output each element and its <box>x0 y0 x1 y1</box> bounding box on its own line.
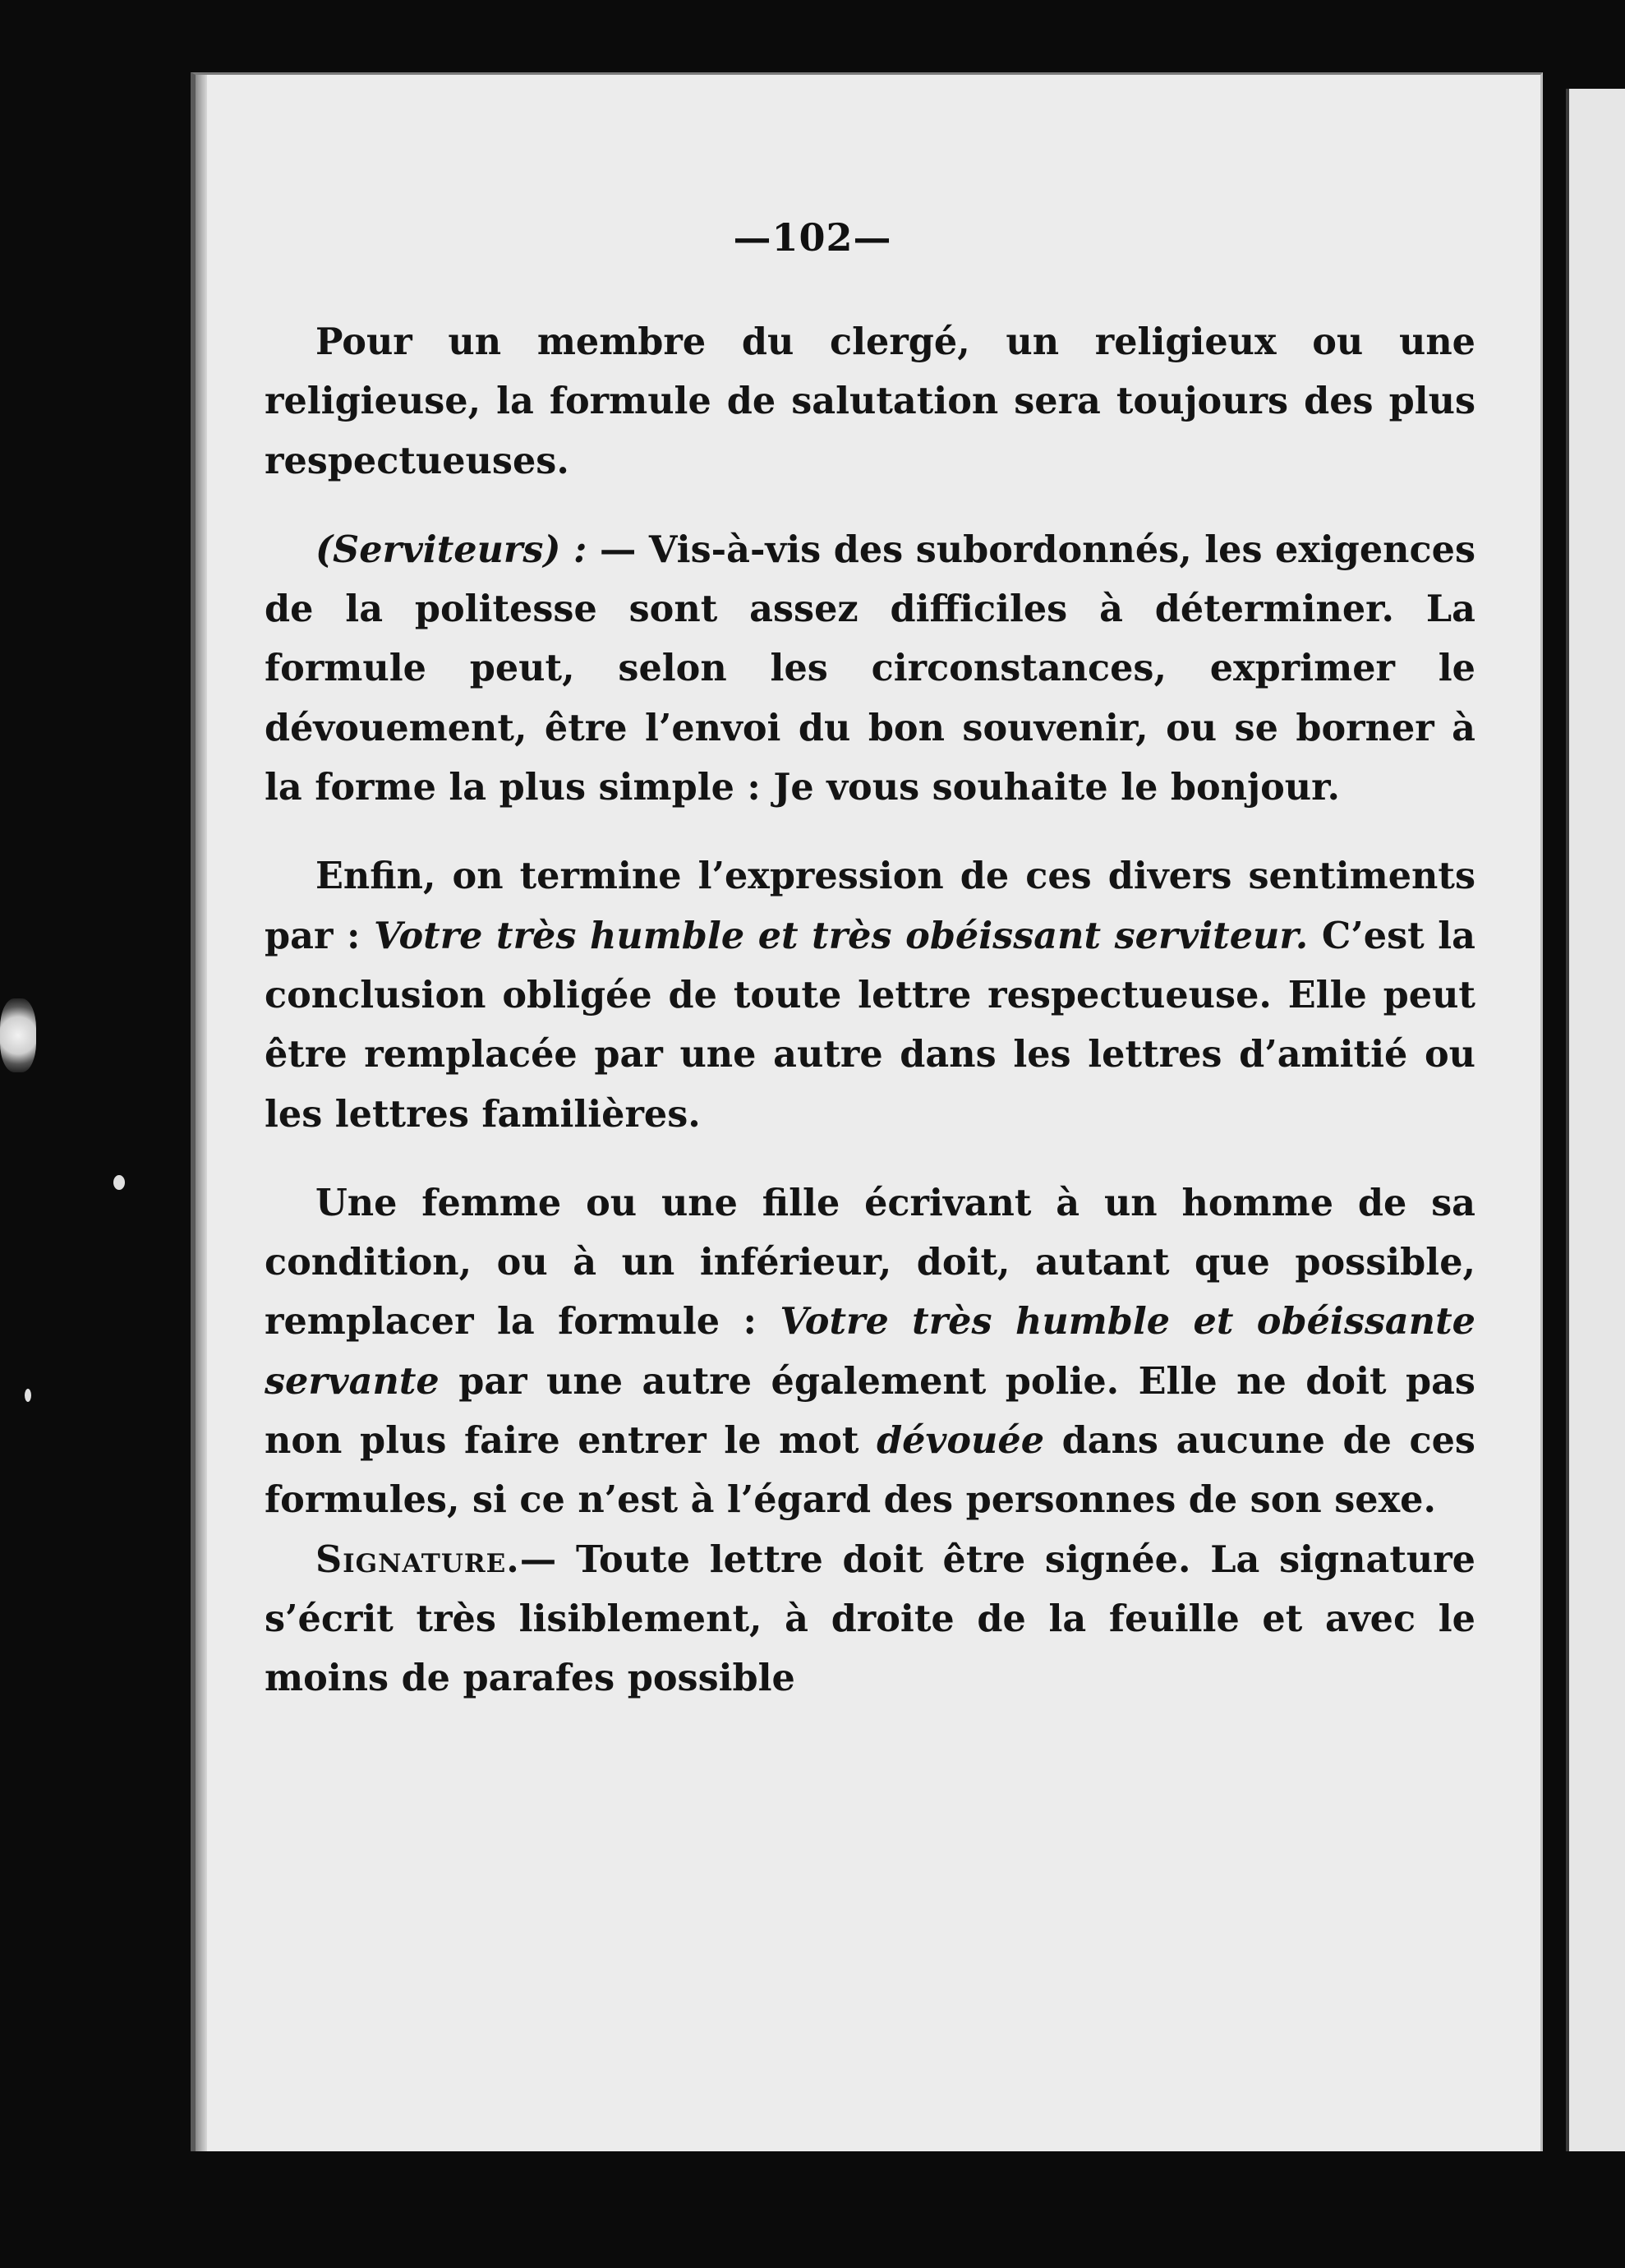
binding-mark <box>0 998 36 1072</box>
paragraph-clergy: Pour un membre du clergé, un religieux ou une religieuse, la formule de salutation sera toujours des plus respectueuses. <box>265 320 1475 482</box>
paragraph-conclusion <box>265 846 1475 1143</box>
women-before: Une femme ou une fille écrivant à un homme de sa condition, ou à un inférieur, doit, autant que possible, remplacer la formule : <box>265 1181 1475 1344</box>
paragraph-servants <box>265 520 1475 817</box>
women-after: dans aucune de ces formules, si ce n’est à l’égard des personnes de son sexe. <box>265 1419 1475 1522</box>
conclusion-after: C’est la conclusion obligée de toute lettre respectueuse. Elle peut être remplacée par une autre dans les lettres d’amitié ou les lettres familières. <box>265 914 1476 1136</box>
paragraph-signature <box>265 1530 1475 1708</box>
signature-text: — Toute lettre doit être signée. La signature s’écrit très lisiblement, à droite de la feuille et avec le moins de parafes possible <box>265 1537 1475 1700</box>
conclusion-formula: Votre très humble et très obéissant serviteur. <box>374 914 1309 957</box>
servants-text: — Vis-à-vis des subordonnés, les exigences de la politesse sont assez difficiles à déterminer. La formule peut, selon les circonstances, exprimer le dévouement, être l’envoi du bon souvenir, ou se borner à la forme la plus simple : Je vous souhaite le bonjour. <box>265 528 1475 809</box>
women-word: dévouée <box>877 1419 1045 1463</box>
women-middle: par une autre également polie. Elle ne doit pas non plus faire entrer le mot <box>265 1359 1475 1463</box>
adjacent-page-edge <box>1566 89 1625 2151</box>
signature-heading: Signature. <box>315 1537 520 1581</box>
servants-lead: (Serviteurs) : <box>315 528 587 571</box>
page-number: —102— <box>733 215 892 260</box>
women-formula: Votre très humble et obéissante servante <box>265 1300 1475 1403</box>
scan-speck <box>25 1389 31 1402</box>
paragraph-women <box>265 1173 1475 1530</box>
scan-speck <box>113 1175 125 1190</box>
conclusion-before: Enfin, on termine l’expression de ces divers sentiments par : <box>265 855 1475 957</box>
page-body <box>265 312 1475 1708</box>
